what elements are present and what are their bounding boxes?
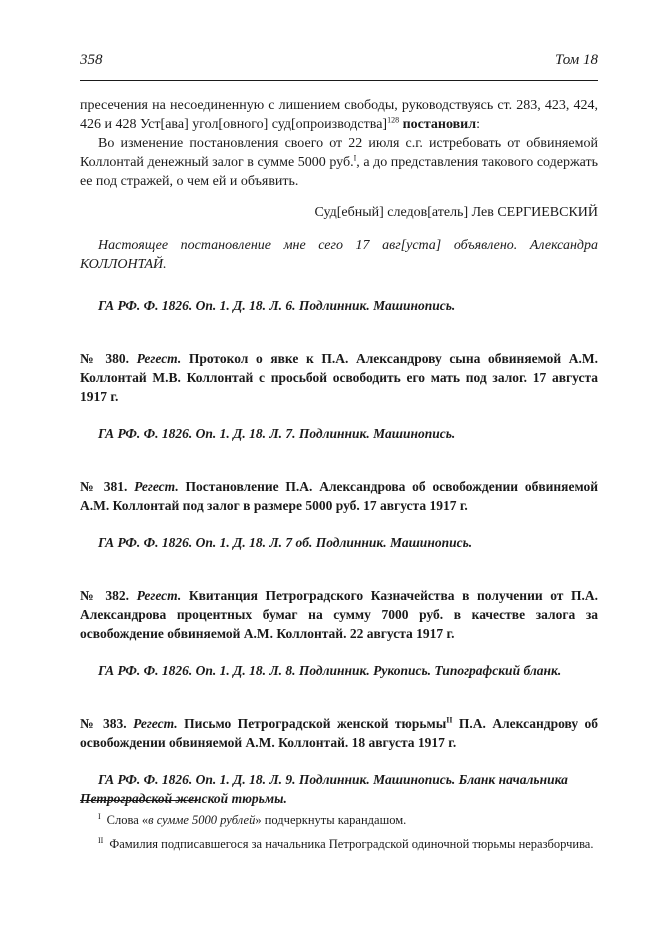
- footnote-mark: II: [446, 715, 453, 725]
- document-number: № 381.: [80, 479, 128, 494]
- footnote-marker: II: [98, 836, 104, 846]
- decision-verb: постановил: [402, 117, 477, 132]
- footnotes: [80, 808, 598, 856]
- archive-source: ГА РФ. Ф. 1826. Оп. 1. Д. 18. Л. 7. Подлинник. Машинопись.: [98, 426, 456, 441]
- regest-label: Регест.: [136, 351, 182, 366]
- volume-label: Том 18: [554, 52, 598, 68]
- footnote-rule: [80, 800, 198, 801]
- regest-label: Регест.: [133, 716, 178, 731]
- page-number: 358: [80, 52, 103, 68]
- document-entry-383: № 383. Регест. Письмо Петроградской женской тюрьмы$^{II}$ П.А. Александрову об освобождении обвиняемой А.М. Коллонтай. 18 августа 1917 г.: [80, 715, 599, 750]
- reference-mark: 128: [387, 115, 400, 125]
- document-number: № 383.: [80, 716, 127, 731]
- archive-source: ГА РФ. Ф. 1826. Оп. 1. Д. 18. Л. 6. Подлинник. Машинопись.: [98, 298, 456, 313]
- document-entry-380: [80, 349, 598, 406]
- regest-label: Регест.: [136, 588, 182, 603]
- header-rule: [80, 80, 598, 81]
- document-title: Постановление П.А. Александрова об освобождении обвиняемой А.М. Коллонтай под залог в размере 5000 руб. 17 августа 1917 г.: [80, 479, 599, 513]
- footnote-marker: I: [98, 812, 101, 821]
- archive-source: ГА РФ. Ф. 1826. Оп. 1. Д. 18. Л. 8. Подлинник. Рукопись. Типографский бланк.: [98, 663, 562, 678]
- decision-continuation: пресечения на несоединенную с лишением свободы, руководствуясь ст. 283, 423, 424, 426 и 428 Уст[ава] угол[овного] суд[опроизводства]$^{128}$ постановил:: [80, 98, 598, 132]
- archive-source: ГА РФ. Ф. 1826. Оп. 1. Д. 18. Л. 7 об. Подлинник. Машинопись.: [98, 535, 473, 550]
- document-title: Письмо Петроградской женской тюрьмы: [184, 716, 447, 731]
- footnote-mark: I: [353, 153, 357, 163]
- document-entry-382: [80, 586, 598, 643]
- footnote: $^I$ Слова «в сумме 5000 рублей» подчеркнуты карандашом.: [98, 812, 407, 828]
- archive-source: ГА РФ. Ф. 1826. Оп. 1. Д. 18. Л. 9. Подлинник. Машинопись. Бланк начальника Петроградской женской тюрьмы.: [80, 772, 568, 806]
- document-number: № 382.: [80, 588, 130, 603]
- document-title: Протокол о явке к П.А. Александрову сына обвиняемой А.М. Коллонтай М.В. Коллонтай с просьбой освободить его мать под залог. 17 августа 1917 г.: [80, 351, 599, 404]
- document-title: Квитанция Петроградского Казначейства в получении от П.А. Александрова процентных бумаг на сумму 7000 руб. в качестве залога за освобождение обвиняемой А.М. Коллонтай. 22 августа 1917 г.: [80, 588, 599, 641]
- signature: Суд[ебный] следов[атель] Лев СЕРГИЕВСКИЙ: [314, 205, 598, 220]
- running-header: [80, 52, 598, 74]
- announcement-note: Настоящее постановление мне сего 17 авг[уста] объявлено. Александра КОЛЛОНТАЙ.: [80, 238, 598, 272]
- main-content: [80, 96, 598, 808]
- decision-paragraph: Во изменение постановления своего от 22 июля с.г. истребовать от обвиняемой Коллонтай денежный залог в сумме 5000 руб.$^I$, а до представления такового содержать ее под стражей, о чем ей и объявить.: [80, 136, 598, 189]
- document-number: № 380.: [80, 351, 130, 366]
- regest-label: Регест.: [134, 479, 179, 494]
- footnote: $^{II}$ Фамилия подписавшегося за начальника Петроградской одиночной тюрьмы неразборчива.: [98, 836, 594, 852]
- document-page: [80, 0, 598, 934]
- document-entry-381: [80, 477, 598, 515]
